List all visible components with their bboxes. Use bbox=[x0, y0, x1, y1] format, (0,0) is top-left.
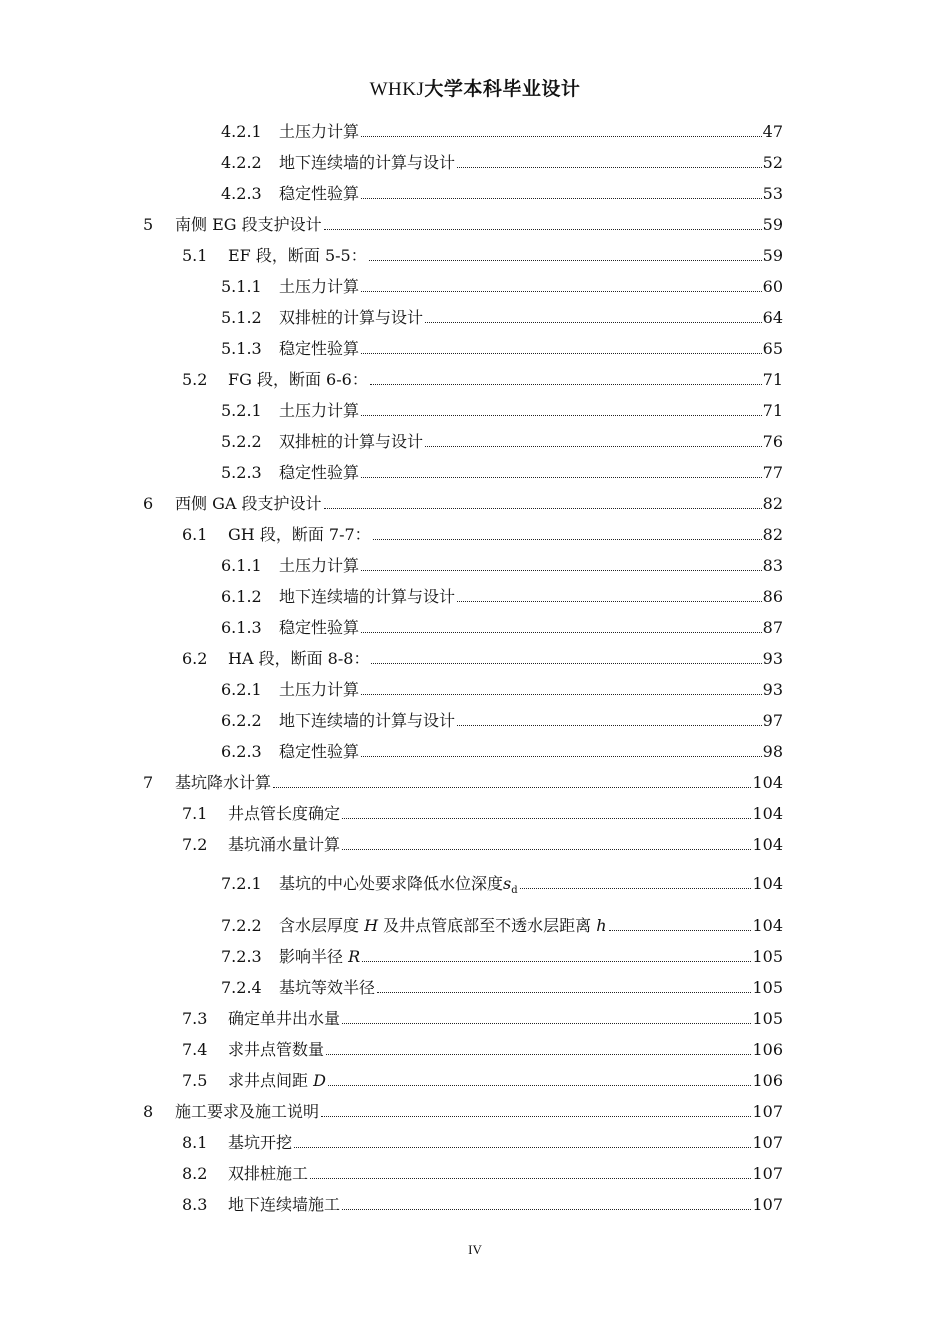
toc-entry-number: 8 bbox=[143, 1102, 154, 1121]
toc-entry-page: 52 bbox=[762, 153, 783, 172]
dot-leader bbox=[373, 539, 762, 540]
toc-entry-number: 8.2 bbox=[182, 1164, 208, 1183]
toc-entry-title: 地下连续墙的计算与设计 bbox=[279, 153, 456, 172]
toc-entry-title: EF 段，断面 5-5： bbox=[228, 246, 367, 265]
toc-entry-number: 6.1.1 bbox=[221, 556, 262, 575]
toc-entry-number: 6.1 bbox=[182, 525, 208, 544]
toc-entry[interactable] bbox=[182, 1007, 783, 1031]
toc-entry-page: 64 bbox=[762, 308, 783, 327]
toc-entry-page: 107 bbox=[752, 1133, 783, 1152]
toc-entry-title: 土压力计算 bbox=[279, 680, 360, 699]
toc-entry-number: 4.2.2 bbox=[221, 153, 262, 172]
toc-entry-title: GH 段，断面 7-7： bbox=[228, 525, 371, 544]
toc-entry[interactable] bbox=[221, 872, 783, 896]
toc-entry-page: 104 bbox=[752, 874, 783, 893]
dot-leader bbox=[369, 260, 762, 261]
toc-entry-title: 土压力计算 bbox=[279, 277, 360, 296]
toc-entry-number: 6.2.2 bbox=[221, 711, 262, 730]
toc-entry-title: 地下连续墙施工 bbox=[228, 1195, 341, 1214]
toc-entry[interactable] bbox=[221, 740, 783, 764]
toc-entry-page: 59 bbox=[762, 215, 783, 234]
toc-entry[interactable] bbox=[182, 1131, 783, 1155]
toc-entry-title: 土压力计算 bbox=[279, 401, 360, 420]
toc-entry-page: 60 bbox=[762, 277, 783, 296]
dot-leader bbox=[342, 1023, 751, 1024]
toc-entry-number: 5.2 bbox=[182, 370, 208, 389]
toc-entry-page: 76 bbox=[762, 432, 783, 451]
toc-entry[interactable] bbox=[221, 461, 783, 485]
toc-entry-page: 105 bbox=[752, 978, 783, 997]
toc-entry-number: 6.2.3 bbox=[221, 742, 262, 761]
toc-entry-page: 93 bbox=[762, 680, 783, 699]
toc-entry[interactable] bbox=[221, 120, 783, 144]
toc-entry-number: 4.2.3 bbox=[221, 184, 262, 203]
toc-entry-title: 施工要求及施工说明 bbox=[175, 1102, 320, 1121]
dot-leader bbox=[321, 1116, 751, 1117]
toc-entry[interactable] bbox=[221, 976, 783, 1000]
toc-entry-page: 106 bbox=[752, 1040, 783, 1059]
toc-entry-title: 基坑开挖 bbox=[228, 1133, 293, 1152]
toc-entry[interactable] bbox=[221, 914, 783, 938]
toc-entry-page: 77 bbox=[762, 463, 783, 482]
toc-entry-title: 影响半径 R bbox=[279, 947, 361, 966]
toc-entry-page: 104 bbox=[752, 835, 783, 854]
toc-entry-title: 西侧 GA 段支护设计 bbox=[175, 494, 322, 513]
toc-entry-title: 确定单井出水量 bbox=[228, 1009, 341, 1028]
toc-entry[interactable] bbox=[221, 151, 783, 175]
dot-leader bbox=[361, 353, 762, 354]
toc-entry[interactable] bbox=[182, 802, 783, 826]
toc-entry-number: 6.1.3 bbox=[221, 618, 262, 637]
toc-entry[interactable] bbox=[182, 244, 783, 268]
toc-entry-number: 8.3 bbox=[182, 1195, 208, 1214]
dot-leader bbox=[342, 849, 751, 850]
dot-leader bbox=[609, 930, 752, 931]
dot-leader bbox=[457, 725, 762, 726]
toc-entry-number: 7.1 bbox=[182, 804, 208, 823]
dot-leader bbox=[361, 756, 762, 757]
toc-entry[interactable] bbox=[143, 213, 783, 237]
toc-entry-page: 47 bbox=[762, 122, 783, 141]
dot-leader bbox=[342, 818, 751, 819]
toc-entry-title: 土压力计算 bbox=[279, 122, 360, 141]
toc-entry[interactable] bbox=[182, 647, 783, 671]
toc-entry-page: 71 bbox=[762, 370, 783, 389]
toc-entry-number: 7.3 bbox=[182, 1009, 208, 1028]
toc-entry-page: 104 bbox=[752, 804, 783, 823]
toc-entry[interactable] bbox=[143, 1100, 783, 1124]
toc-entry-title: 含水层厚度 H 及井点管底部至不透水层距离 h bbox=[279, 916, 607, 935]
dot-leader bbox=[361, 477, 762, 478]
toc-entry[interactable] bbox=[221, 430, 783, 454]
toc-entry[interactable] bbox=[221, 337, 783, 361]
dot-leader bbox=[520, 888, 752, 889]
toc-entry-title: 基坑的中心处要求降低水位深度$s_d$ bbox=[279, 874, 518, 897]
toc-entry-page: 105 bbox=[752, 1009, 783, 1028]
dot-leader bbox=[377, 992, 751, 993]
toc-entry[interactable] bbox=[221, 678, 783, 702]
toc-entry-page: 82 bbox=[762, 494, 783, 513]
dot-leader bbox=[361, 136, 762, 137]
toc-entry[interactable] bbox=[182, 1069, 783, 1093]
toc-entry-title: 稳定性验算 bbox=[279, 463, 360, 482]
dot-leader bbox=[328, 1085, 752, 1086]
toc-entry-page: 105 bbox=[752, 947, 783, 966]
toc-entry-page: 98 bbox=[762, 742, 783, 761]
toc-entry-number: 7.4 bbox=[182, 1040, 208, 1059]
toc-entry[interactable] bbox=[221, 182, 783, 206]
toc-entry[interactable] bbox=[221, 585, 783, 609]
dot-leader bbox=[324, 229, 762, 230]
toc-entry-number: 6 bbox=[143, 494, 154, 513]
dot-leader bbox=[361, 632, 762, 633]
toc-entry-title: FG 段，断面 6-6： bbox=[228, 370, 368, 389]
header-cjk: 大学本科毕业设计 bbox=[424, 78, 581, 100]
toc-entry-page: 86 bbox=[762, 587, 783, 606]
toc-entry-number: 7.2.3 bbox=[221, 947, 262, 966]
toc-entry[interactable] bbox=[182, 368, 783, 392]
toc-entry-title: HA 段，断面 8-8： bbox=[228, 649, 370, 668]
toc-entry-number: 7.5 bbox=[182, 1071, 208, 1090]
toc-entry-page: 53 bbox=[762, 184, 783, 203]
toc-entry-title: 地下连续墙的计算与设计 bbox=[279, 711, 456, 730]
toc-entry-title: 土压力计算 bbox=[279, 556, 360, 575]
toc-entry[interactable] bbox=[221, 399, 783, 423]
toc-entry-number: 5.1 bbox=[182, 246, 208, 265]
toc-entry-page: 104 bbox=[752, 773, 783, 792]
dot-leader bbox=[362, 961, 751, 962]
toc-entry-title: 地下连续墙的计算与设计 bbox=[279, 587, 456, 606]
dot-leader bbox=[310, 1178, 751, 1179]
toc-entry[interactable] bbox=[182, 1193, 783, 1217]
toc-entry[interactable] bbox=[221, 616, 783, 640]
dot-leader bbox=[361, 291, 762, 292]
toc-entry[interactable] bbox=[182, 523, 783, 547]
dot-leader bbox=[294, 1147, 751, 1148]
toc-entry-page: 106 bbox=[752, 1071, 783, 1090]
toc-entry-number: 5.1.1 bbox=[221, 277, 262, 296]
dot-leader bbox=[361, 694, 762, 695]
toc-entry[interactable] bbox=[221, 945, 783, 969]
dot-leader bbox=[457, 601, 762, 602]
dot-leader bbox=[342, 1209, 751, 1210]
toc-entry-title: 南侧 EG 段支护设计 bbox=[175, 215, 322, 234]
header-latin: WHKJ bbox=[369, 79, 425, 100]
toc-entry-number: 7.2.2 bbox=[221, 916, 262, 935]
toc-entry[interactable] bbox=[221, 554, 783, 578]
dot-leader bbox=[273, 787, 751, 788]
toc-entry-page: 59 bbox=[762, 246, 783, 265]
toc-entry-title: 双排桩的计算与设计 bbox=[279, 308, 424, 327]
dot-leader bbox=[425, 446, 762, 447]
toc-entry-title: 基坑降水计算 bbox=[175, 773, 272, 792]
toc-entry-title: 稳定性验算 bbox=[279, 339, 360, 358]
toc-entry-number: 5 bbox=[143, 215, 154, 234]
toc-entry-title: 求井点间距 D bbox=[228, 1071, 326, 1090]
toc-entry-number: 7.2.1 bbox=[221, 874, 262, 893]
toc-entry-number: 7.2 bbox=[182, 835, 208, 854]
toc-entry-title: 双排桩施工 bbox=[228, 1164, 309, 1183]
toc-entry-number: 6.1.2 bbox=[221, 587, 262, 606]
toc-entry-page: 107 bbox=[752, 1195, 783, 1214]
toc-entry-number: 7.2.4 bbox=[221, 978, 262, 997]
toc-entry-page: 107 bbox=[752, 1102, 783, 1121]
dot-leader bbox=[361, 415, 762, 416]
toc-entry-title: 双排桩的计算与设计 bbox=[279, 432, 424, 451]
toc-entry-number: 5.1.3 bbox=[221, 339, 262, 358]
dot-leader bbox=[361, 570, 762, 571]
toc-entry-page: 65 bbox=[762, 339, 783, 358]
toc-entry[interactable] bbox=[143, 492, 783, 516]
page-number: IV bbox=[468, 1242, 482, 1257]
toc-entry-page: 107 bbox=[752, 1164, 783, 1183]
dot-leader bbox=[371, 663, 761, 664]
toc-entry-title: 稳定性验算 bbox=[279, 184, 360, 203]
dot-leader bbox=[425, 322, 762, 323]
toc-entry-number: 5.2.1 bbox=[221, 401, 262, 420]
toc-entry-page: 87 bbox=[762, 618, 783, 637]
toc-entry-page: 83 bbox=[762, 556, 783, 575]
toc-entry[interactable] bbox=[182, 1038, 783, 1062]
toc-entry-title: 基坑涌水量计算 bbox=[228, 835, 341, 854]
page-header bbox=[0, 74, 950, 101]
toc-entry-page: 93 bbox=[762, 649, 783, 668]
toc-entry[interactable] bbox=[221, 709, 783, 733]
toc-entry-number: 8.1 bbox=[182, 1133, 208, 1152]
toc-entry-page: 71 bbox=[762, 401, 783, 420]
toc-entry-number: 4.2.1 bbox=[221, 122, 262, 141]
dot-leader bbox=[361, 198, 762, 199]
toc-entry-number: 5.2.2 bbox=[221, 432, 262, 451]
toc-entry-number: 6.2.1 bbox=[221, 680, 262, 699]
dot-leader bbox=[326, 1054, 751, 1055]
math-variable: s bbox=[503, 874, 512, 893]
toc-entry-number: 5.1.2 bbox=[221, 308, 262, 327]
toc-entry-number: 6.2 bbox=[182, 649, 208, 668]
toc-entry-title: 求井点管数量 bbox=[228, 1040, 325, 1059]
toc-entry-title: 井点管长度确定 bbox=[228, 804, 341, 823]
toc-entry-page: 104 bbox=[752, 916, 783, 935]
toc-entry-number: 7 bbox=[143, 773, 154, 792]
math-subscript: d bbox=[511, 885, 518, 897]
toc-entry-number: 5.2.3 bbox=[221, 463, 262, 482]
toc-entry-page: 97 bbox=[762, 711, 783, 730]
toc-entry[interactable] bbox=[182, 833, 783, 857]
toc-entry-title: 稳定性验算 bbox=[279, 742, 360, 761]
toc-entry-title: 稳定性验算 bbox=[279, 618, 360, 637]
toc-entry[interactable] bbox=[221, 306, 783, 330]
toc-entry-page: 82 bbox=[762, 525, 783, 544]
dot-leader bbox=[324, 508, 762, 509]
toc-entry[interactable] bbox=[143, 771, 783, 795]
toc-entry[interactable] bbox=[221, 275, 783, 299]
toc-entry[interactable] bbox=[182, 1162, 783, 1186]
dot-leader bbox=[370, 384, 762, 385]
toc-entry-title: 基坑等效半径 bbox=[279, 978, 376, 997]
dot-leader bbox=[457, 167, 762, 168]
